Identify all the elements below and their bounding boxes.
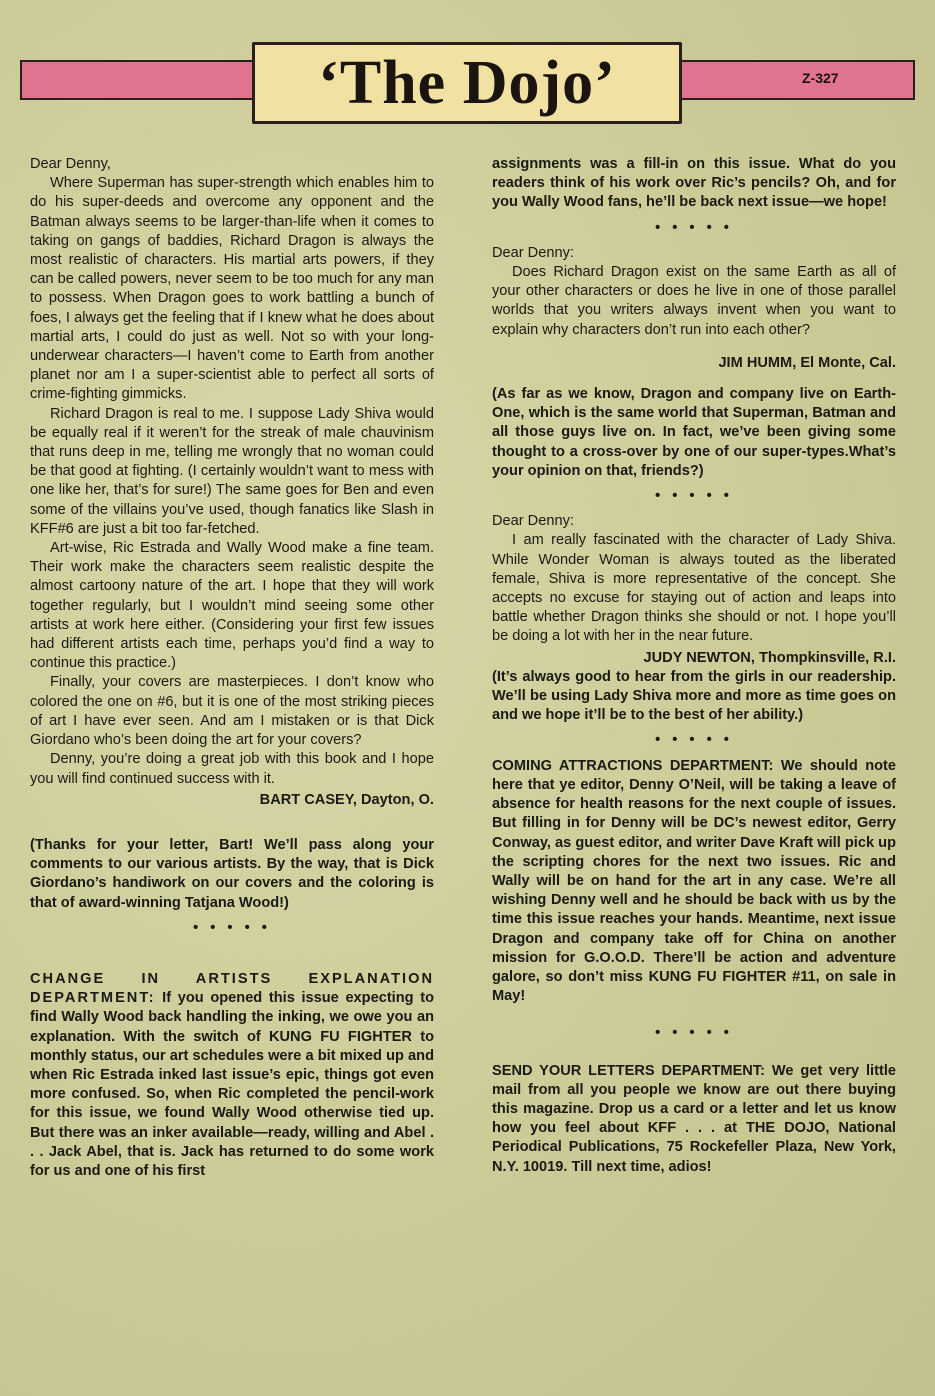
title-box: [252, 42, 682, 124]
right-column: [492, 155, 896, 1177]
letter2-reply: (As far as we know, Dragon and company live on Earth-One, which is the same world that Superman, Batman and all those guys live on. In fact, we’ve been giving some thought to a cross-over by one of our super-types.What’s your opinion on that, friends?): [492, 386, 896, 479]
send-letters-text: SEND YOUR LETTERS DEPARTMENT: We get very little mail from all you people we know are out there buying this magazine. Drop us a card or a letter and let us know how you feel about KFF . . . at THE DOJO, National Periodical Publications, 75 Rockefeller Plaza, New York, N.Y. 10019. Till next time, adios!: [492, 1062, 896, 1175]
letter1-paragraph-4: Finally, your covers are masterpieces. I don’t know who colored the one on #6, but it is one of the most striking pieces of art I have ever seen. And am I mistaken or is that Dick Giordano who’s been doing the art for your covers?: [30, 674, 434, 749]
letter2-salutation: Dear Denny:: [492, 244, 574, 261]
page-code: Z-327: [802, 70, 839, 86]
separator-dots: • • • • •: [193, 919, 271, 936]
letter1-salutation: Dear Denny,: [30, 156, 111, 172]
letter3-body: I am really fascinated with the character of Lady Shiva. While Wonder Woman is always touted as the liberated female, Shiva is more representative of the concept. She accepts no excuse for staying out of action and leaps into battle whether Dragon thinks she should or not. I hope you’ll be doing a lot with her in the near future.: [492, 532, 896, 645]
separator-dots: • • • • •: [655, 219, 733, 236]
letter3-reply: (It’s always good to hear from the girls in our readership. We’ll be using Lady Shiva more and more as time goes on and we hope it’ll be to the best of her ability.): [492, 668, 896, 724]
separator-dots: • • • • •: [655, 488, 733, 505]
change-artists-heading: CHANGE IN ARTISTS EXPLANATION DEPARTMENT:: [30, 970, 434, 1007]
letter3-signature: JUDY NEWTON, Thompkinsville, R.I.: [643, 649, 896, 666]
separator-dots: • • • • •: [655, 732, 733, 749]
letter2-signature: JIM HUMM, El Monte, Cal.: [718, 354, 896, 371]
continuation-text: assignments was a fill-in on this issue. What do you readers think of his work over Ric’s pencils? Oh, and for you Wally Wood fans, he’ll be back next issue—we hope!: [492, 156, 896, 211]
letter1-signature: BART CASEY, Dayton, O.: [259, 791, 434, 808]
left-column: [30, 155, 434, 1181]
letter1-paragraph-2: Richard Dragon is real to me. I suppose Lady Shiva would be equally real if it weren’t for the streak of male chauvinism that runs deep in me, telling me wrongly that no woman could be that good at fighting. (I certainly wouldn’t want to mess with one like her, that’s for sure!) The same goes for Ben and even some of the villains you’ve used, though fanatics like Slash in KFF#6 are just a bit too far-fetched.: [30, 405, 434, 537]
page-title: ‘The Dojo’: [318, 49, 616, 117]
letter1-paragraph-5: Denny, you’re doing a great job with this book and I hope you will find continued success with it.: [30, 751, 434, 787]
coming-attractions-text: COMING ATTRACTIONS DEPARTMENT: We should note here that ye editor, Denny O’Neil, will be taking a leave of absence for health reasons for the next couple of issues. But filling in for Denny will be DC’s newest editor, Gerry Conway, as guest editor, and writer Dave Kraft will pick up the scripting chores for the next two issues. Ric and Wally will be on hand for the art in any case. We’re all wishing Denny well and he should be back with us by the time this issue reaches your hands. Meantime, next issue Dragon and company take off for China on another mission for G.O.O.D. There’ll be action and adventure galore, so don’t miss KUNG FU FIGHTER #11, on sale in May!: [492, 757, 896, 1005]
separator-dots: • • • • •: [655, 1025, 733, 1042]
letter1-paragraph-1: Where Superman has super-strength which enables him to do his super-deeds and overcome any opponent and the Batman always seems to be larger-than-life when it comes to taking on gangs of baddies, Richard Dragon is always the most realistic of characters. His martial arts powers, if they can be called powers, never seem to be too much for any man to possess. When Dragon goes to work battling a bunch of foes, I always get the feeling that if I knew what he does about martial arts, I could do just as well. Not so with your long-underwear characters—I haven’t come to Earth from another planet nor am I a super-scientist able to perfect all sorts of crime-fighting gimmicks.: [30, 175, 434, 403]
letter2-body: Does Richard Dragon exist on the same Earth as all of your other characters or does he live in one of those parallel worlds that you writers always invent when you want to explain why characters don’t run into each other?: [492, 264, 896, 338]
letter1-reply: (Thanks for your letter, Bart! We’ll pass along your comments to our various artists. By the way, that is Dick Giordano’s handiwork on our covers and the coloring is that of award-winning Tatjana Wood!): [30, 836, 434, 911]
letter1-paragraph-3: Art-wise, Ric Estrada and Wally Wood make a fine team. Their work make the characters seem realistic despite the almost cartoony nature of the art. I hope that they will work together regularly, but I wouldn’t mind seeing some other artists at work here either. (Considering your first few issues had different artists each time, perhaps you’d find a way to continue this practice.): [30, 540, 434, 672]
letter3-salutation: Dear Denny:: [492, 513, 574, 530]
change-artists-body: If you opened this issue expecting to find Wally Wood back handling the inking, we owe you an explanation. With the switch of KUNG FU FIGHTER to monthly status, our art schedules were a bit mixed up and when Ric Estrada inked last issue’s epic, things got even more confused. So, when Ric completed the pencil-work for this issue, we found Wally Wood otherwise tied up. But there was an inker available—ready, willing and Abel . . . Jack Abel, that is. Jack has returned to do some work for us and one of his first: [30, 990, 434, 1179]
